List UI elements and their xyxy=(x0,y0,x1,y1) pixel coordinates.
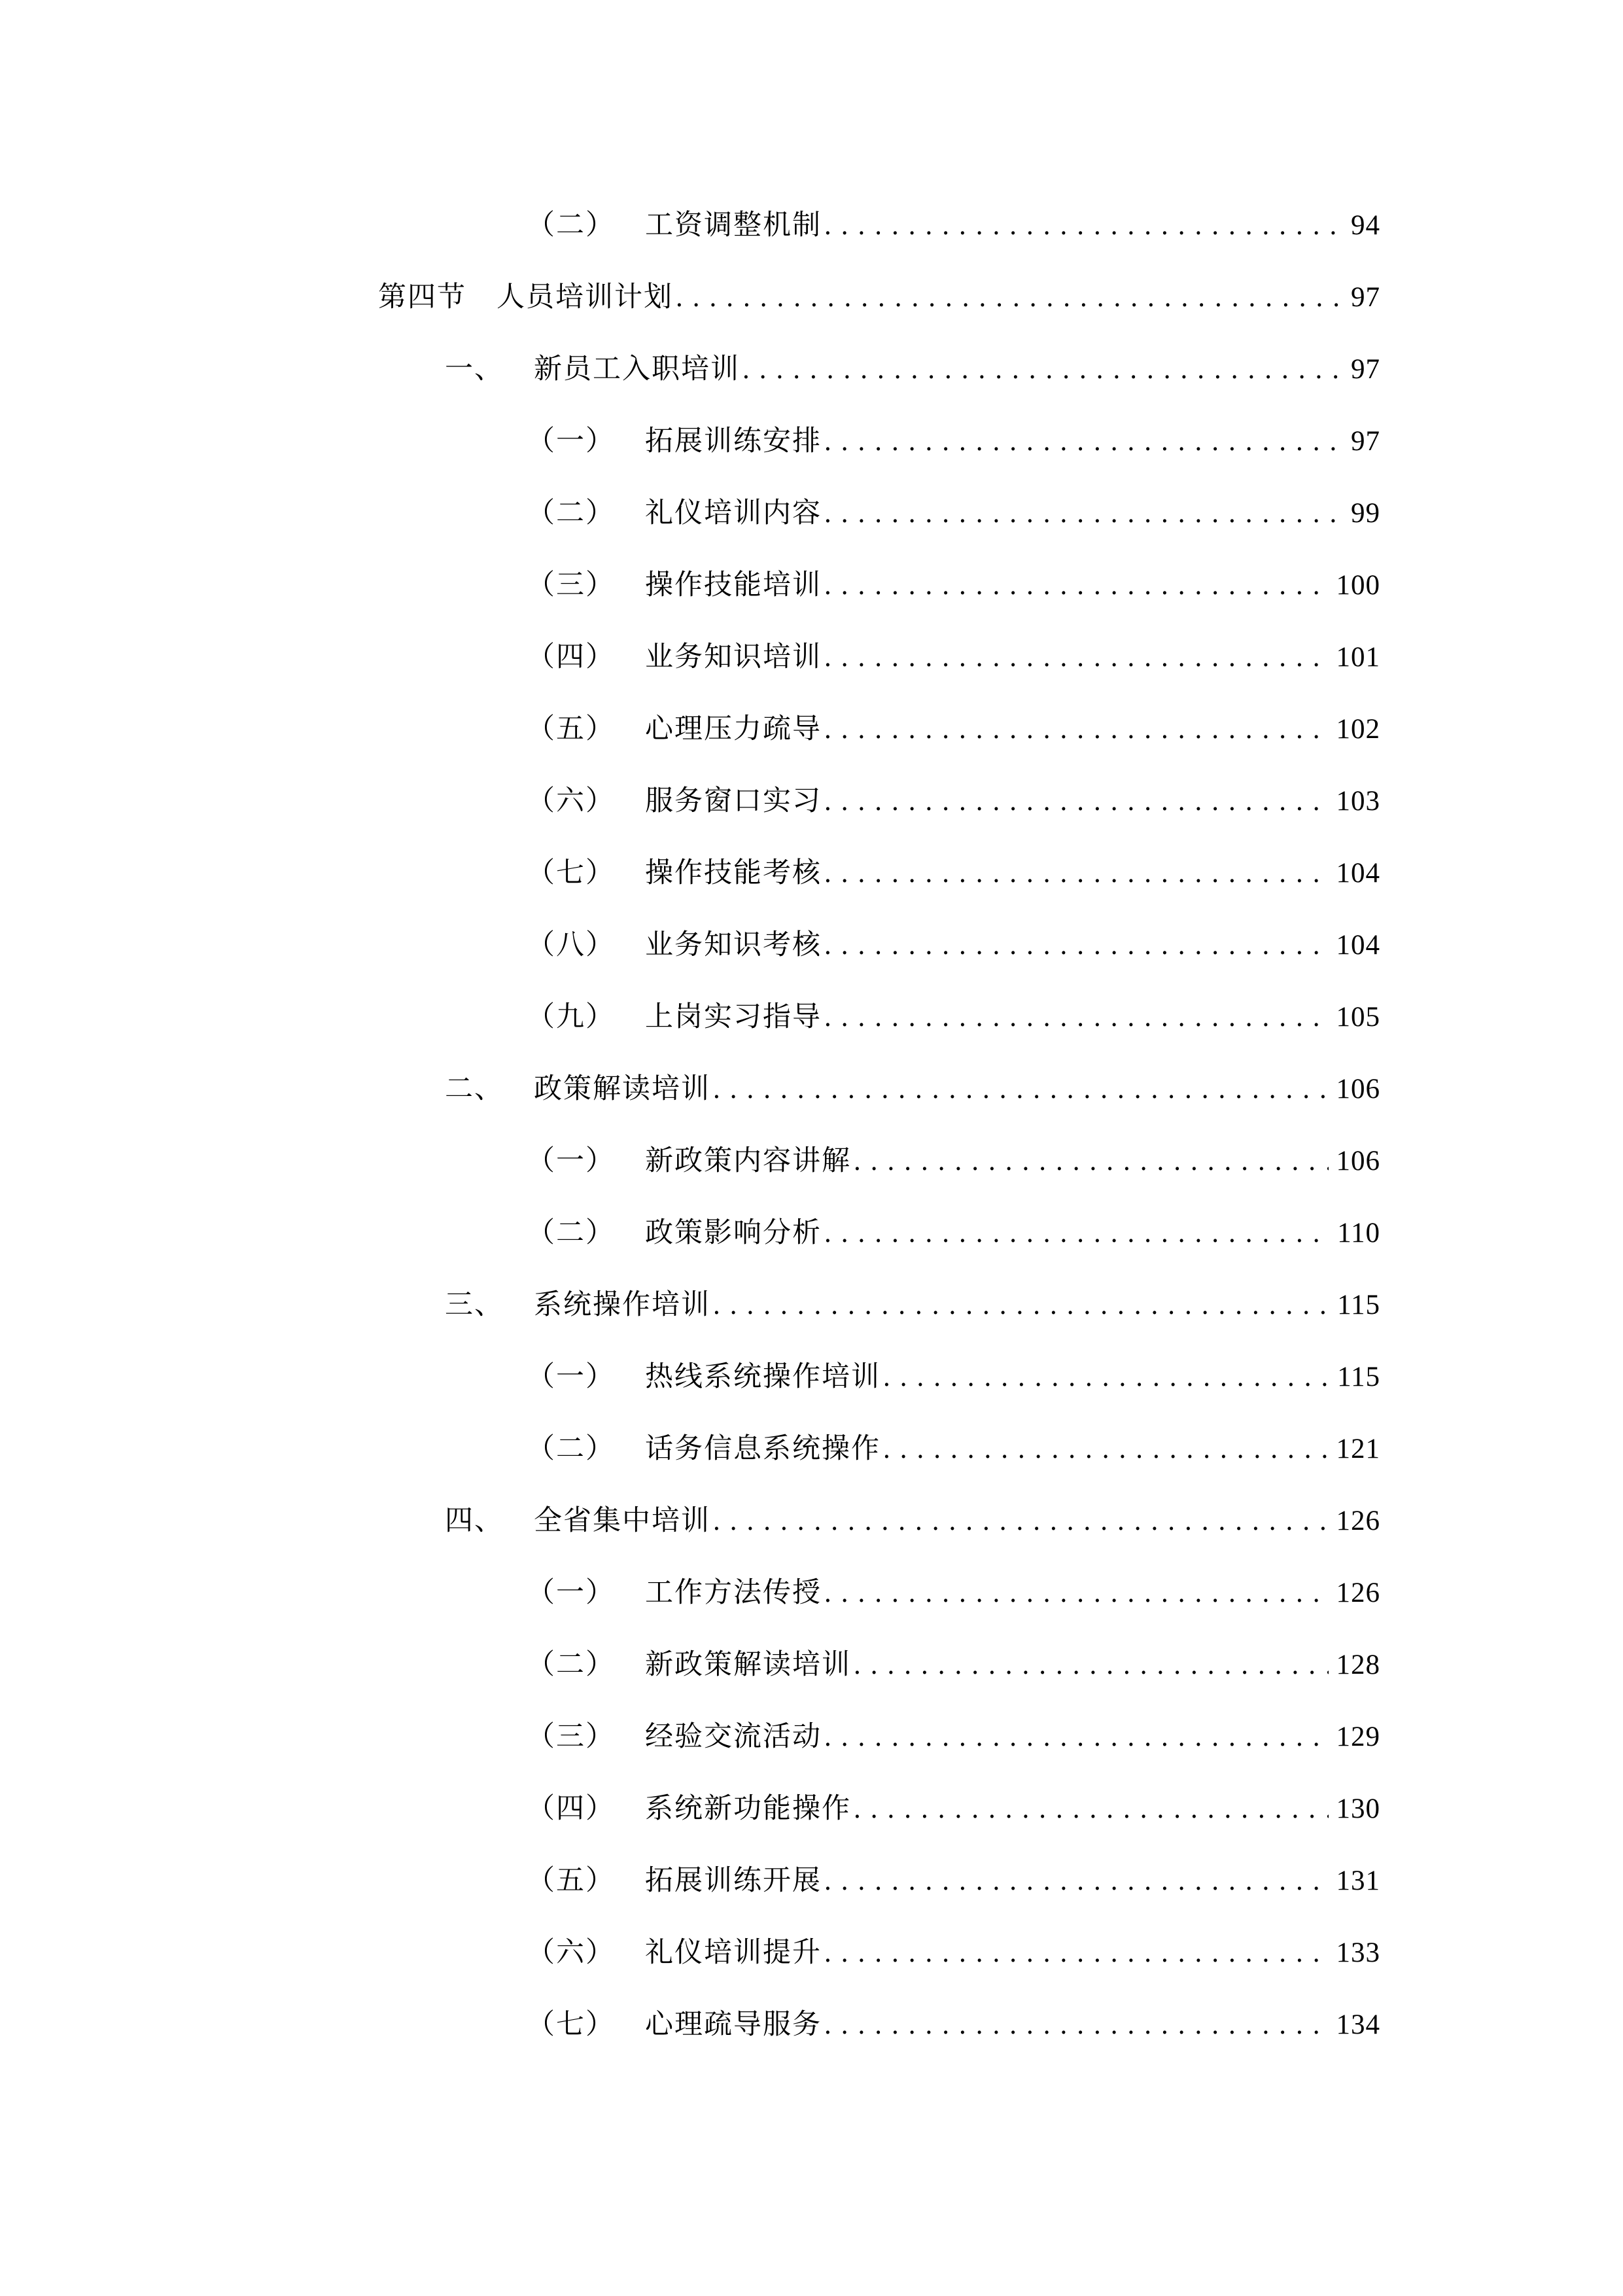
toc-entry-title: 操作技能培训 xyxy=(645,570,822,601)
toc-entry-page: 131 xyxy=(1336,1865,1380,1896)
toc-entry[interactable] xyxy=(378,262,1380,334)
toc-entry[interactable] xyxy=(378,1773,1380,1845)
toc-leader-dots xyxy=(824,694,1329,766)
toc-entry-page: 126 xyxy=(1336,1578,1380,1608)
toc-leader-dots xyxy=(883,1413,1329,1485)
toc-entry[interactable] xyxy=(378,694,1380,766)
toc-entry-page: 121 xyxy=(1336,1434,1380,1464)
toc-list xyxy=(378,190,1380,2061)
toc-entry-number: 四、 xyxy=(445,1506,504,1536)
toc-leader-dots xyxy=(824,838,1329,910)
toc-entry[interactable] xyxy=(378,550,1380,622)
toc-entry-number: （二） xyxy=(527,210,615,241)
toc-leader-dots xyxy=(824,981,1329,1053)
toc-entry-page: 102 xyxy=(1336,714,1380,745)
toc-entry-title: 礼仪培训内容 xyxy=(645,498,822,529)
toc-entry-title: 工作方法传授 xyxy=(645,1578,822,1608)
toc-entry-number: （二） xyxy=(527,1218,615,1248)
toc-entry-title: 热线系统操作培训 xyxy=(645,1362,881,1392)
toc-entry-title: 新员工入职培训 xyxy=(534,354,740,385)
toc-entry-number: （一） xyxy=(527,1578,615,1608)
toc-entry[interactable] xyxy=(378,1125,1380,1197)
toc-leader-dots xyxy=(824,406,1343,478)
toc-leader-dots xyxy=(713,1269,1329,1341)
toc-leader-dots xyxy=(824,622,1329,694)
toc-leader-dots xyxy=(824,550,1329,622)
toc-entry-page: 94 xyxy=(1351,210,1380,241)
toc-entry-number: （五） xyxy=(527,714,615,745)
toc-entry-number: （三） xyxy=(527,1722,615,1752)
toc-entry[interactable] xyxy=(378,190,1380,262)
toc-entry-title: 人员培训计划 xyxy=(497,282,673,313)
toc-leader-dots xyxy=(883,1341,1329,1413)
toc-entry-page: 99 xyxy=(1351,498,1380,529)
toc-entry[interactable] xyxy=(378,1557,1380,1629)
toc-entry[interactable] xyxy=(378,838,1380,910)
toc-leader-dots xyxy=(713,1053,1329,1125)
toc-entry[interactable] xyxy=(378,910,1380,981)
toc-entry-page: 134 xyxy=(1336,2009,1380,2040)
toc-entry-title: 政策解读培训 xyxy=(534,1074,710,1104)
toc-entry-title: 拓展训练开展 xyxy=(645,1865,822,1896)
toc-entry-number: （一） xyxy=(527,1362,615,1392)
toc-entry-number: （六） xyxy=(527,1937,615,1968)
toc-entry-title: 政策影响分析 xyxy=(645,1218,822,1248)
toc-entry-number: （四） xyxy=(527,1793,615,1824)
toc-entry-number: （四） xyxy=(527,642,615,673)
toc-entry-number: （三） xyxy=(527,570,615,601)
toc-entry-title: 全省集中培训 xyxy=(534,1506,710,1536)
toc-entry-title: 系统操作培训 xyxy=(534,1290,710,1320)
toc-entry-page: 110 xyxy=(1337,1218,1380,1248)
toc-entry-number: 三、 xyxy=(445,1290,504,1320)
toc-entry-title: 新政策内容讲解 xyxy=(645,1146,851,1176)
toc-entry-number: （七） xyxy=(527,2009,615,2040)
toc-leader-dots xyxy=(824,1701,1329,1773)
toc-entry-page: 106 xyxy=(1336,1146,1380,1176)
toc-entry-page: 106 xyxy=(1336,1074,1380,1104)
toc-entry-page: 128 xyxy=(1336,1650,1380,1680)
toc-entry-title: 操作技能考核 xyxy=(645,858,822,889)
toc-entry-page: 104 xyxy=(1336,858,1380,889)
toc-entry-title: 礼仪培训提升 xyxy=(645,1937,822,1968)
toc-entry-page: 105 xyxy=(1336,1002,1380,1033)
toc-entry[interactable] xyxy=(378,1485,1380,1557)
toc-entry[interactable] xyxy=(378,406,1380,478)
toc-entry-title: 系统新功能操作 xyxy=(645,1793,851,1824)
toc-entry-number: （二） xyxy=(527,1434,615,1464)
toc-entry-title: 话务信息系统操作 xyxy=(645,1434,881,1464)
toc-entry[interactable] xyxy=(378,478,1380,550)
toc-leader-dots xyxy=(824,766,1329,838)
toc-entry[interactable] xyxy=(378,1413,1380,1485)
toc-entry-number: （五） xyxy=(527,1865,615,1896)
toc-entry-number: （二） xyxy=(527,498,615,529)
toc-leader-dots xyxy=(824,1917,1329,1989)
toc-entry-title: 业务知识培训 xyxy=(645,642,822,673)
toc-entry-page: 97 xyxy=(1351,354,1380,385)
toc-leader-dots xyxy=(854,1125,1329,1197)
toc-entry[interactable] xyxy=(378,981,1380,1053)
toc-entry-number: （一） xyxy=(527,426,615,457)
toc-entry-title: 业务知识考核 xyxy=(645,930,822,961)
toc-leader-dots xyxy=(713,1485,1329,1557)
toc-leader-dots xyxy=(676,262,1343,334)
toc-leader-dots xyxy=(824,1989,1329,2061)
toc-entry[interactable] xyxy=(378,1269,1380,1341)
toc-entry-page: 100 xyxy=(1336,570,1380,601)
toc-entry-page: 101 xyxy=(1336,642,1380,673)
toc-entry-number: （七） xyxy=(527,858,615,889)
toc-entry-number: 第四节 xyxy=(378,282,466,313)
toc-entry-number: 一、 xyxy=(445,354,504,385)
toc-entry-title: 上岗实习指导 xyxy=(645,1002,822,1033)
toc-entry-title: 拓展训练安排 xyxy=(645,426,822,457)
toc-entry[interactable] xyxy=(378,1053,1380,1125)
toc-entry-page: 129 xyxy=(1336,1722,1380,1752)
toc-entry-page: 103 xyxy=(1336,786,1380,817)
toc-leader-dots xyxy=(824,1557,1329,1629)
toc-entry-number: 二、 xyxy=(445,1074,504,1104)
toc-leader-dots xyxy=(824,910,1329,981)
toc-entry[interactable] xyxy=(378,1701,1380,1773)
toc-leader-dots xyxy=(742,334,1343,406)
toc-entry-page: 133 xyxy=(1336,1937,1380,1968)
toc-leader-dots xyxy=(824,1197,1329,1269)
toc-entry[interactable] xyxy=(378,622,1380,694)
toc-entry-title: 经验交流活动 xyxy=(645,1722,822,1752)
toc-entry[interactable] xyxy=(378,1629,1380,1701)
toc-entry-number: （八） xyxy=(527,930,615,961)
toc-entry-page: 115 xyxy=(1337,1362,1380,1392)
toc-entry[interactable] xyxy=(378,1917,1380,1989)
toc-leader-dots xyxy=(854,1629,1329,1701)
toc-entry-title: 新政策解读培训 xyxy=(645,1650,851,1680)
toc-entry-title: 心理疏导服务 xyxy=(645,2009,822,2040)
toc-entry-page: 97 xyxy=(1351,282,1380,313)
toc-entry-title: 工资调整机制 xyxy=(645,210,822,241)
toc-entry-number: （二） xyxy=(527,1650,615,1680)
toc-leader-dots xyxy=(854,1773,1329,1845)
toc-entry[interactable] xyxy=(378,334,1380,406)
toc-entry-number: （九） xyxy=(527,1002,615,1033)
toc-entry-page: 126 xyxy=(1336,1506,1380,1536)
toc-entry-page: 97 xyxy=(1351,426,1380,457)
toc-entry[interactable] xyxy=(378,1197,1380,1269)
toc-entry-title: 服务窗口实习 xyxy=(645,786,822,817)
toc-entry-page: 130 xyxy=(1336,1793,1380,1824)
toc-entry-page: 115 xyxy=(1337,1290,1380,1320)
toc-entry[interactable] xyxy=(378,1845,1380,1917)
toc-entry[interactable] xyxy=(378,1989,1380,2061)
toc-entry-page: 104 xyxy=(1336,930,1380,961)
toc-leader-dots xyxy=(824,478,1343,550)
toc-leader-dots xyxy=(824,190,1343,262)
toc-entry[interactable] xyxy=(378,766,1380,838)
toc-entry-number: （六） xyxy=(527,786,615,817)
toc-leader-dots xyxy=(824,1845,1329,1917)
toc-entry[interactable] xyxy=(378,1341,1380,1413)
toc-entry-number: （一） xyxy=(527,1146,615,1176)
toc-entry-title: 心理压力疏导 xyxy=(645,714,822,745)
